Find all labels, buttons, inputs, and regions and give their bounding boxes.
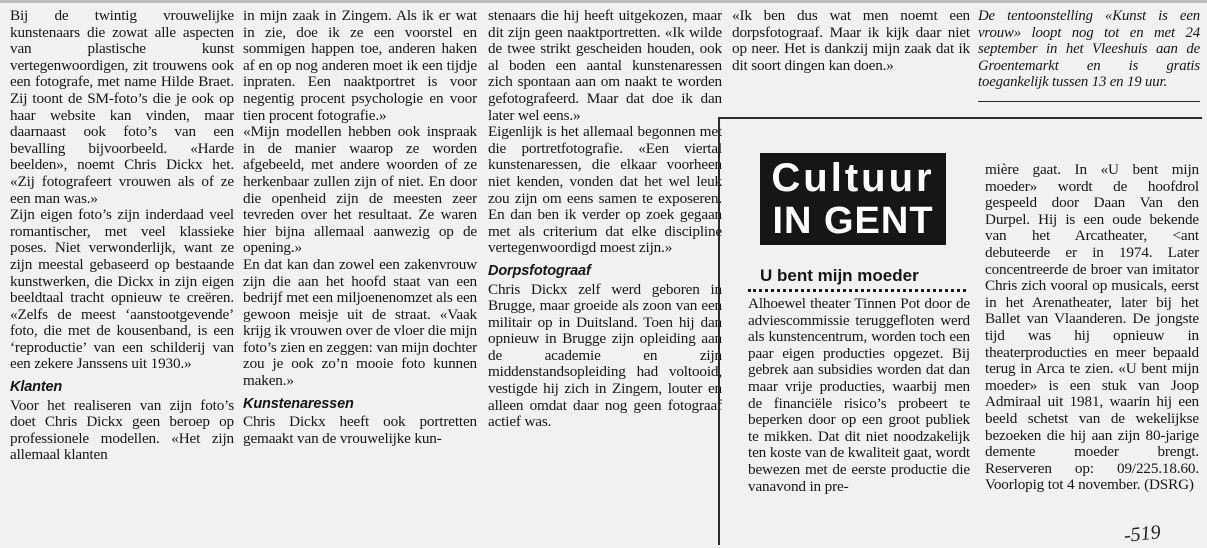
paragraph: «Mijn modellen hebben ook inspraak in de manier waarop ze worden afgebeeld, met andere woorden of ze herkenbaar zullen zijn of niet. En door die openheid zijn de meesten zeer tevreden over het resultaat. Ze waren hier bijna allemaal aanwezig op de opening.» bbox=[243, 123, 477, 257]
box-text-column-2 bbox=[985, 162, 1199, 543]
paragraph: Chris Dickx zelf werd geboren in Brugge, maar groeide als zoon van een militair op in Duitsland. Toen hij dan opnieuw in Brugge zijn opleiding aan de academie en zijn middenstandsopleiding had voltooid, vestigde hij zich in Zingem, louter en alleen omdat daar nog geen fotograaf actief was. bbox=[488, 280, 722, 431]
handwritten-mark: -519 bbox=[1122, 521, 1162, 547]
column-2 bbox=[243, 8, 477, 543]
paragraph: De tentoonstelling «Kunst is een vrouw» loopt nog tot en met 24 september in het Vleeshuis aan de Groentemarkt en is gratis toegankelijk tussen 13 en 19 uur. bbox=[978, 8, 1200, 91]
paragraph: stenaars die hij heeft uitgekozen, maar dit zijn geen naaktportretten. «Ik wilde de twee strikt gescheiden houden, ook al boden een aantal kunstenaressen zich spontaan aan om naakt te worden gefotografeerd. Maar dat doe ik dan later wel eens.» bbox=[488, 8, 722, 124]
paragraph: Eigenlijk is het allemaal begonnen met die portretfotografie. «Een viertal kunstenaressen, die elkaar voorheen niet kenden, vonden dat het wel leuk zou zijn om eens samen te exposeren. En dan ben ik verder op zoek gegaan met als criterium dat elke discipline vertegenwoordigd moest zijn.» bbox=[488, 123, 722, 257]
paragraph: Alhoewel theater Tinnen Pot door de adviescommissie teruggefloten werd als kunstencentrum, worden toch een paar eigen producties opgezet. Bij gebrek aan subsidies worden dat dan maar vrije producties, waarbij men de financiële risico’s probeert te beperken door op een groot publiek te mikken. Dat dit niet noodzakelijk ten koste van de kwaliteit gaat, wordt bewezen met de eerste productie die vanavond in pre- bbox=[748, 296, 970, 495]
subheading-dorpsfotograaf: Dorpsfotograaf bbox=[488, 262, 591, 279]
column-1 bbox=[10, 8, 234, 543]
subheading-klanten: Klanten bbox=[10, 379, 63, 396]
paragraph: Voor het realiseren van zijn foto’s doet Chris Dickx geen beroep op professionele modellen. «Het zijn allemaal klanten bbox=[10, 396, 234, 464]
box-title: U bent mijn moeder bbox=[760, 266, 919, 285]
paragraph: Zijn eigen foto’s zijn inderdaad veel romantischer, met veel klassieke poses. Niet verwonderlijk, want ze zijn meestal gebaseerd op bestaande kunstwerken, die Dickx in zijn eigen beeldtaal tracht opnieuw te creëren. «Zelfs de meest ‘aanstootgevende’ foto, die met de kousenband, is een ‘reproductie’ van een schilderij van een zekere Janssens uit 1930.» bbox=[10, 206, 234, 373]
paragraph: En dat kan dan zowel een zakenvrouw zijn die aan het hoofd staat van een bedrijf met een miljoenenomzet als een gewoon meisje uit de straat. «Vaak krijg ik vrouwen over de vloer die mijn foto’s zien en zeggen: van mijn dochter zou je ook zo’n mooie foto kunnen maken.» bbox=[243, 255, 477, 390]
box-text-column-1 bbox=[748, 296, 970, 543]
paragraph: «Ik ben dus wat men noemt een dorpsfotograaf. Maar ik kijk daar niet op neer. Het is dankzij mijn zaak dat ik dit soort dingen kan doen.» bbox=[732, 8, 970, 74]
column-3 bbox=[488, 8, 722, 543]
top-rule bbox=[0, 0, 1207, 3]
dotted-divider bbox=[748, 289, 966, 292]
paragraph: mière gaat. In «U bent mijn moeder» wordt de hoofdrol gespeeld door Daan Van den Durpel. Hij is een oude bekende van het Arcatheater, <ant debuteerde er in 1974. Later concentreerde de broer van imitator Chris zich vooral op musicals, eerst in het Arenatheater, later bij het Ballet van Vlaanderen. De jongste tijd was hij opnieuw in theaterproducties en meer bepaald terug in Arca te zien. «U bent mijn moeder» is een stuk van Joop Admiraal uit 1981, waarin hij een beeld schetst van de wekelijkse bezoeken die hij aan zijn 80-jarige demente moeder brengt. Reserveren op: 09/225.18.60. Voorlopig tot 4 november. (DSRG) bbox=[985, 162, 1199, 494]
cultuur-in-gent-logo bbox=[760, 153, 946, 245]
logo-line-1: Cultuur bbox=[771, 156, 935, 200]
paragraph: Chris Dickx heeft ook portretten gemaakt van de vrouwelijke kun- bbox=[243, 413, 477, 447]
paragraph: in mijn zaak in Zingem. Als ik er wat in zie, doe ik ze een voorstel en sommigen happen toe, anderen haken af en op nog anderen moet ik een tijdje inpraten. Een naaktportret is voor negentig procent psychologie en voor tien procent fotografie.» bbox=[243, 8, 477, 124]
logo-line-2: IN GENT bbox=[772, 200, 934, 242]
note-rule bbox=[978, 101, 1200, 102]
paragraph: Bij de twintig vrouwelijke kunstenaars die zowat alle aspecten van plastische kunst vertegenwoordigen, zit trouwens ook een fotografe, met name Hilde Braet. Zij toont de SM-foto’s die je ook op haar website kan vinden, maar daarnaast ook foto’s van een bevalling bijvoorbeeld. «Harde beelden», noemt Chris Dickx het. «Zij fotografeert vrouwen als of ze een man was.» bbox=[10, 8, 234, 207]
subheading-kunstenaressen: Kunstenaressen bbox=[243, 395, 354, 412]
